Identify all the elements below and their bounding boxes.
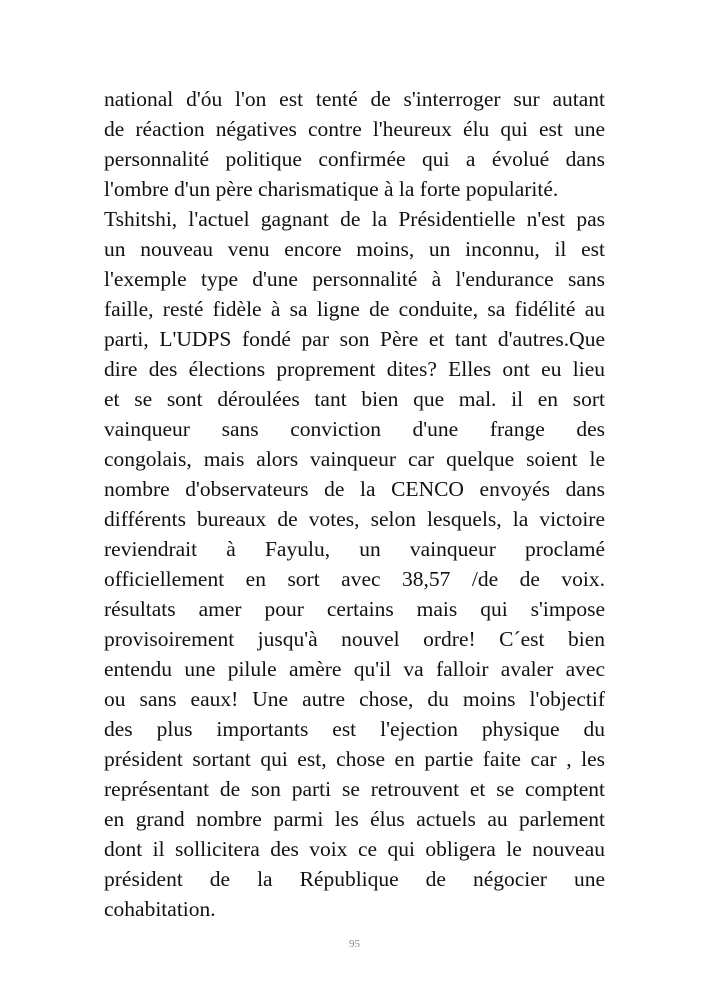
text-line: dont il sollicitera des voix ce qui obligera le nouveau [104, 837, 605, 861]
text-line: Tshitshi, l'actuel gagnant de la Présidentielle n'est pas [104, 207, 605, 231]
text-line: président sortant qui est, chose en partie faite car , les [104, 747, 605, 771]
text-line: cohabitation. [104, 897, 216, 921]
text-line: ou sans eaux! Une autre chose, du moins l'objectif [104, 687, 605, 711]
text-line: résultats amer pour certains mais qui s'impose [104, 597, 605, 621]
text-line: en grand nombre parmi les élus actuels au parlement [104, 807, 605, 831]
text-line: un nouveau venu encore moins, un inconnu, il est [104, 237, 605, 261]
text-line: provisoirement jusqu'à nouvel ordre! C´est bien [104, 627, 605, 651]
text-line: des plus importants est l'ejection physique du [104, 717, 605, 741]
text-line: et se sont déroulées tant bien que mal. il en sort [104, 387, 605, 411]
text-line: vainqueur sans conviction d'une frange des [104, 417, 605, 441]
text-line: faille, resté fidèle à sa ligne de conduite, sa fidélité au [104, 297, 605, 321]
text-line: représentant de son parti se retrouvent et se comptent [104, 777, 605, 801]
text-line: officiellement en sort avec 38,57 /de de voix. [104, 567, 605, 591]
page-number: 95 [349, 938, 360, 950]
text-line: président de la République de négocier une [104, 867, 605, 891]
text-line: de réaction négatives contre l'heureux élu qui est une [104, 117, 605, 141]
text-line: parti, L'UDPS fondé par son Père et tant d'autres.Que [104, 327, 605, 351]
text-line: national d'óu l'on est tenté de s'interroger sur autant [104, 87, 605, 111]
text-line: différents bureaux de votes, selon lesquels, la victoire [104, 507, 605, 531]
text-line: nombre d'observateurs de la CENCO envoyés dans [104, 477, 605, 501]
text-line: entendu une pilule amère qu'il va falloir avaler avec [104, 657, 605, 681]
text-line: l'exemple type d'une personnalité à l'endurance sans [104, 267, 605, 291]
body-text [104, 84, 605, 924]
text-line: reviendrait à Fayulu, un vainqueur proclamé [104, 537, 605, 561]
text-line: congolais, mais alors vainqueur car quelque soient le [104, 447, 605, 471]
text-line: l'ombre d'un père charismatique à la forte popularité. [104, 177, 559, 201]
text-line: personnalité politique confirmée qui a évolué dans [104, 147, 605, 171]
text-line: dire des élections proprement dites? Elles ont eu lieu [104, 357, 605, 381]
